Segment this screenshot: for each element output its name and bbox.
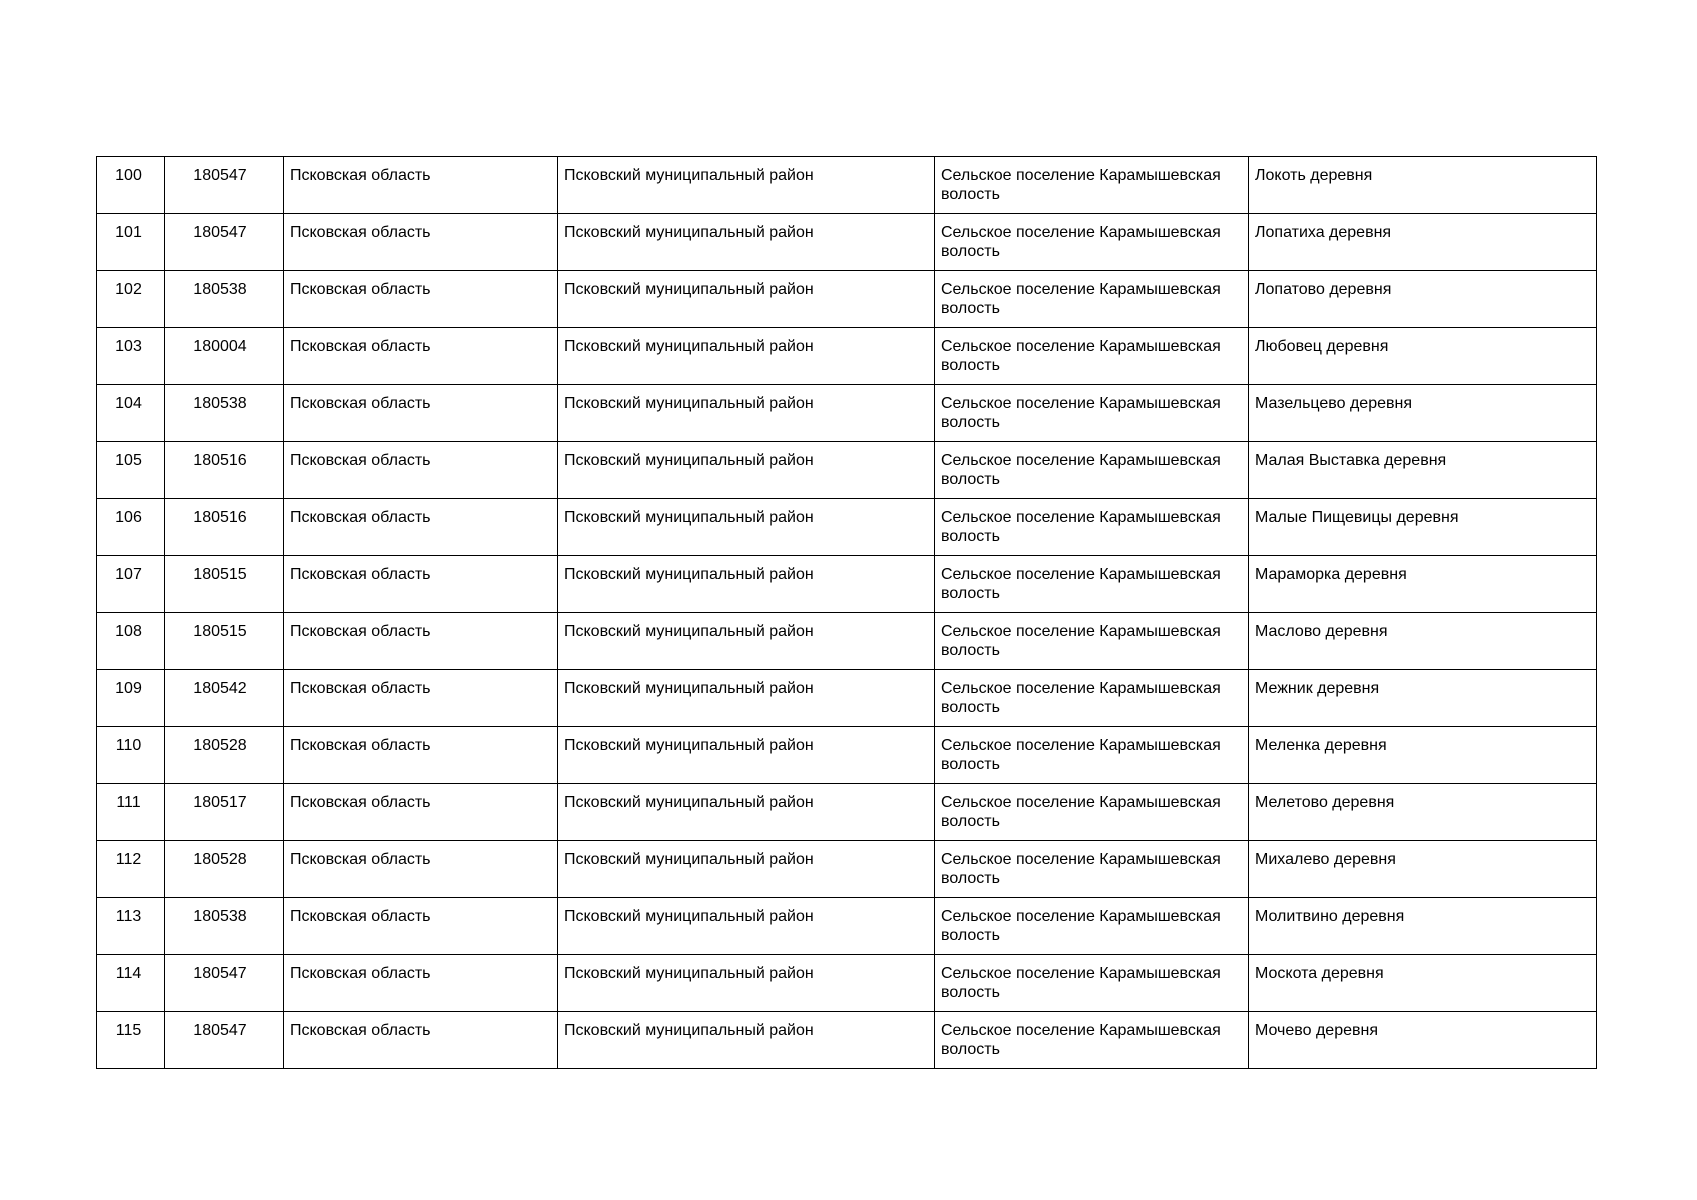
locality-cell: Малые Пищевицы деревня: [1249, 499, 1597, 556]
settlement-cell: Сельское поселение Карамышевская волость: [935, 271, 1249, 328]
locality-cell: Малая Выставка деревня: [1249, 442, 1597, 499]
settlement-cell: Сельское поселение Карамышевская волость: [935, 157, 1249, 214]
locality-cell: Мазельцево деревня: [1249, 385, 1597, 442]
district-cell: Псковский муниципальный район: [558, 1012, 935, 1069]
table-row: [97, 613, 1597, 670]
region-cell: Псковская область: [284, 442, 558, 499]
table-row: [97, 328, 1597, 385]
district-cell: Псковский муниципальный район: [558, 499, 935, 556]
settlement-cell: Сельское поселение Карамышевская волость: [935, 328, 1249, 385]
table-row: [97, 898, 1597, 955]
code-cell: 180542: [165, 670, 284, 727]
code-cell: 180547: [165, 1012, 284, 1069]
region-cell: Псковская область: [284, 613, 558, 670]
district-cell: Псковский муниципальный район: [558, 955, 935, 1012]
settlement-cell: Сельское поселение Карамышевская волость: [935, 442, 1249, 499]
locality-cell: Москота деревня: [1249, 955, 1597, 1012]
region-cell: Псковская область: [284, 727, 558, 784]
table-row: [97, 499, 1597, 556]
table-row: [97, 841, 1597, 898]
district-cell: Псковский муниципальный район: [558, 157, 935, 214]
row-number-cell: 103: [97, 328, 165, 385]
locality-cell: Лопатово деревня: [1249, 271, 1597, 328]
code-cell: 180538: [165, 898, 284, 955]
table-row: [97, 784, 1597, 841]
region-cell: Псковская область: [284, 841, 558, 898]
code-cell: 180516: [165, 499, 284, 556]
locality-cell: Любовец деревня: [1249, 328, 1597, 385]
settlement-cell: Сельское поселение Карамышевская волость: [935, 556, 1249, 613]
row-number-cell: 109: [97, 670, 165, 727]
locality-cell: Мараморка деревня: [1249, 556, 1597, 613]
locality-cell: Межник деревня: [1249, 670, 1597, 727]
table-row: [97, 727, 1597, 784]
locality-cell: Локоть деревня: [1249, 157, 1597, 214]
locality-cell: Молитвино деревня: [1249, 898, 1597, 955]
settlement-cell: Сельское поселение Карамышевская волость: [935, 1012, 1249, 1069]
locality-cell: Михалево деревня: [1249, 841, 1597, 898]
row-number-cell: 102: [97, 271, 165, 328]
district-cell: Псковский муниципальный район: [558, 556, 935, 613]
row-number-cell: 112: [97, 841, 165, 898]
settlement-cell: Сельское поселение Карамышевская волость: [935, 499, 1249, 556]
district-cell: Псковский муниципальный район: [558, 214, 935, 271]
row-number-cell: 106: [97, 499, 165, 556]
table-body: [97, 157, 1597, 1069]
settlement-cell: Сельское поселение Карамышевская волость: [935, 385, 1249, 442]
district-cell: Псковский муниципальный район: [558, 784, 935, 841]
code-cell: 180538: [165, 385, 284, 442]
code-cell: 180528: [165, 727, 284, 784]
code-cell: 180004: [165, 328, 284, 385]
locality-cell: Мелетово деревня: [1249, 784, 1597, 841]
row-number-cell: 108: [97, 613, 165, 670]
table-row: [97, 955, 1597, 1012]
settlement-cell: Сельское поселение Карамышевская волость: [935, 670, 1249, 727]
settlement-cell: Сельское поселение Карамышевская волость: [935, 214, 1249, 271]
row-number-cell: 105: [97, 442, 165, 499]
code-cell: 180528: [165, 841, 284, 898]
region-cell: Псковская область: [284, 1012, 558, 1069]
code-cell: 180515: [165, 556, 284, 613]
region-cell: Псковская область: [284, 670, 558, 727]
region-cell: Псковская область: [284, 955, 558, 1012]
district-cell: Псковский муниципальный район: [558, 613, 935, 670]
district-cell: Псковский муниципальный район: [558, 442, 935, 499]
table-row: [97, 670, 1597, 727]
region-cell: Псковская область: [284, 271, 558, 328]
settlement-cell: Сельское поселение Карамышевская волость: [935, 841, 1249, 898]
row-number-cell: 110: [97, 727, 165, 784]
district-cell: Псковский муниципальный район: [558, 841, 935, 898]
region-cell: Псковская область: [284, 157, 558, 214]
locality-cell: Маслово деревня: [1249, 613, 1597, 670]
row-number-cell: 111: [97, 784, 165, 841]
table-row: [97, 157, 1597, 214]
district-cell: Псковский муниципальный район: [558, 670, 935, 727]
district-cell: Псковский муниципальный район: [558, 727, 935, 784]
locality-cell: Меленка деревня: [1249, 727, 1597, 784]
region-cell: Псковская область: [284, 499, 558, 556]
row-number-cell: 101: [97, 214, 165, 271]
settlement-cell: Сельское поселение Карамышевская волость: [935, 898, 1249, 955]
table-row: [97, 1012, 1597, 1069]
localities-table: [96, 156, 1597, 1069]
table-row: [97, 385, 1597, 442]
settlement-cell: Сельское поселение Карамышевская волость: [935, 727, 1249, 784]
code-cell: 180515: [165, 613, 284, 670]
region-cell: Псковская область: [284, 784, 558, 841]
table-row: [97, 214, 1597, 271]
row-number-cell: 104: [97, 385, 165, 442]
region-cell: Псковская область: [284, 385, 558, 442]
code-cell: 180538: [165, 271, 284, 328]
district-cell: Псковский муниципальный район: [558, 898, 935, 955]
district-cell: Псковский муниципальный район: [558, 385, 935, 442]
region-cell: Псковская область: [284, 214, 558, 271]
code-cell: 180516: [165, 442, 284, 499]
row-number-cell: 114: [97, 955, 165, 1012]
locality-cell: Мочево деревня: [1249, 1012, 1597, 1069]
locality-cell: Лопатиха деревня: [1249, 214, 1597, 271]
row-number-cell: 107: [97, 556, 165, 613]
code-cell: 180547: [165, 955, 284, 1012]
district-cell: Псковский муниципальный район: [558, 328, 935, 385]
code-cell: 180547: [165, 214, 284, 271]
table-row: [97, 556, 1597, 613]
code-cell: 180547: [165, 157, 284, 214]
settlement-cell: Сельское поселение Карамышевская волость: [935, 955, 1249, 1012]
row-number-cell: 115: [97, 1012, 165, 1069]
table-row: [97, 442, 1597, 499]
region-cell: Псковская область: [284, 898, 558, 955]
region-cell: Псковская область: [284, 556, 558, 613]
settlement-cell: Сельское поселение Карамышевская волость: [935, 784, 1249, 841]
row-number-cell: 100: [97, 157, 165, 214]
settlement-cell: Сельское поселение Карамышевская волость: [935, 613, 1249, 670]
document-page: [96, 156, 1596, 1069]
code-cell: 180517: [165, 784, 284, 841]
row-number-cell: 113: [97, 898, 165, 955]
table-row: [97, 271, 1597, 328]
district-cell: Псковский муниципальный район: [558, 271, 935, 328]
region-cell: Псковская область: [284, 328, 558, 385]
